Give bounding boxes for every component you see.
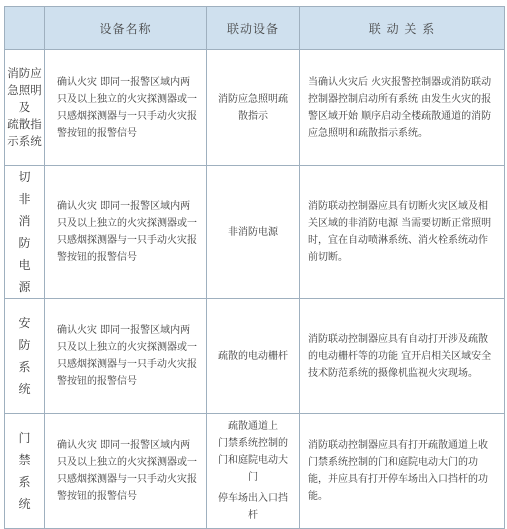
linkage-table-container [4,6,504,521]
device-line: 门和庭院电动大门 [218,455,288,483]
device-line: 门禁系统控制的 [218,438,288,449]
row-category-emergency-lighting [5,50,45,166]
row-condition: 确认火灾 即同一报警区域内两只及以上独立的火灾探测器或一只感烟探测器与一只手动火灾报警按钮的报警信号 [45,166,207,299]
header-category [5,7,45,50]
category-line: 电 [18,258,31,272]
table-row [5,166,505,299]
category-line: 源 [18,280,31,294]
row-category-cut-power [5,166,45,299]
category-line: 安 [18,316,31,330]
device-line: 停车场出入口挡杆 [218,493,288,521]
device-line: 疏散通道上 [228,421,278,432]
row-linked-device: 非消防电源 [207,166,300,299]
table-header-row [5,7,505,50]
category-line: 示系统 [7,134,42,148]
category-line: 消防应 [7,66,42,80]
category-line: 统 [18,497,31,511]
category-line: 系 [18,360,31,374]
category-line: 禁 [18,453,31,467]
row-linked-device: 消防应急照明疏散指示 [207,50,300,166]
row-relation: 消防联动控制器应具有切断火灾区域及相关区域的非消防电源 当需要切断正常照明时，宜在自动喷淋系统、消火栓系统动作前切断。 [300,166,505,299]
row-condition: 确认火灾 即同一报警区域内两只及以上独立的火灾探测器或一只感烟探测器与一只手动火灾报警按钮的报警信号 [45,414,207,529]
table-row [5,414,505,529]
header-device-name: 设备名称 [45,7,207,50]
category-line: 疏散指 [7,117,42,131]
row-linked-device [207,414,300,529]
category-line: 防 [18,236,31,250]
row-category-security [5,299,45,414]
row-relation: 当确认火灾后 火灾报警控制器或消防联动控制器控制启动所有系统 由发生火灾的报警区域开始 顺序启动全楼疏散通道的消防应急照明和疏散指示系统。 [300,50,505,166]
row-condition: 确认火灾 即同一报警区域内两只及以上独立的火灾探测器或一只感烟探测器与一只手动火灾报警按钮的报警信号 [45,299,207,414]
category-line: 切 [18,170,31,184]
category-line: 急照明 [7,83,42,97]
category-line: 消 [18,214,31,228]
linkage-table [4,6,505,529]
row-relation: 消防联动控制器应具有自动打开涉及疏散的电动栅杆等的功能 宜开启相关区域安全技术防范系统的摄像机监视火灾现场。 [300,299,505,414]
row-condition: 确认火灾 即同一报警区域内两只及以上独立的火灾探测器或一只感烟探测器与一只手动火灾报警按钮的报警信号 [45,50,207,166]
category-line: 非 [18,192,31,206]
category-line: 门 [18,431,31,445]
category-line: 系 [18,475,31,489]
category-line: 及 [18,100,31,114]
category-line: 防 [18,338,31,352]
row-linked-device: 疏散的电动栅杆 [207,299,300,414]
header-linkage-relation: 联 动 关 系 [300,7,505,50]
table-row [5,299,505,414]
row-category-access-control [5,414,45,529]
category-line: 统 [18,382,31,396]
table-row [5,50,505,166]
header-linked-device: 联动设备 [207,7,300,50]
row-relation: 消防联动控制器应具有打开疏散通道上收门禁系统控制的门和庭院电动大门的功能，并应具有打开停车场出入口挡杆的功能。 [300,414,505,529]
